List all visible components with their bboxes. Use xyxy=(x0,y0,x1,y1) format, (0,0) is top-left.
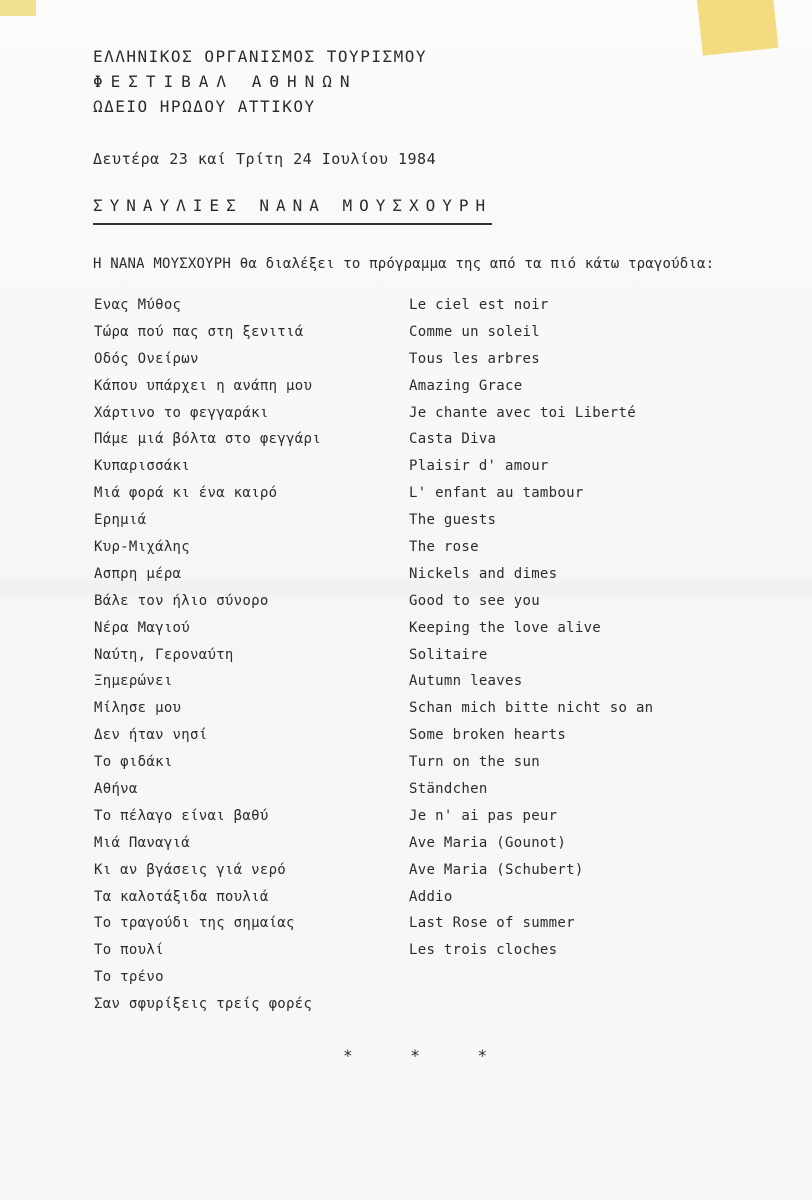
song-item: Κυρ-Μιχάλης xyxy=(94,539,191,556)
song-item: Last Rose of summer xyxy=(409,915,575,932)
song-item: Το τραγούδι της σημαίας xyxy=(94,915,295,932)
song-item: The guests xyxy=(409,512,497,529)
song-item: Τώρα πού πας στη ξενιτιά xyxy=(94,323,304,340)
song-item: Τα καλοτάξιδα πουλιά xyxy=(94,888,269,905)
concert-title: ΣΥΝΑΥΛΙΕΣ ΝΑΝΑ ΜΟΥΣΧΟΥΡΗ xyxy=(93,196,492,225)
song-item: Οδός Ονείρων xyxy=(94,350,199,367)
song-item: Ave Maria (Gounot) xyxy=(409,834,567,851)
song-item: Ενας Μύθος xyxy=(94,297,182,313)
festival-name: ΦΕΣΤΙΒΑΛ ΑΘΗΝΩΝ xyxy=(93,72,358,91)
song-item: Ερημιά xyxy=(94,512,147,529)
song-item: Κάπου υπάρχει η ανάπη μου xyxy=(94,377,313,394)
song-item: Δεν ήταν νησί xyxy=(94,727,208,744)
song-item: Some broken hearts xyxy=(409,727,567,744)
greek-song-list xyxy=(94,292,321,1018)
song-item: Αθήνα xyxy=(94,781,138,798)
song-item: Κι αν βγάσεις γιά νερό xyxy=(94,861,287,878)
song-item: Plaisir d' amour xyxy=(409,458,549,475)
song-item: Tous les arbres xyxy=(409,350,540,367)
song-item: Autumn leaves xyxy=(409,673,523,690)
song-item: Χάρτινο το φεγγαράκι xyxy=(94,404,269,421)
song-item: The rose xyxy=(409,539,479,556)
song-item: Ständchen xyxy=(409,781,488,798)
song-item: Βάλε τον ήλιο σύνορο xyxy=(94,592,269,609)
song-item: Amazing Grace xyxy=(409,377,523,394)
song-item: Good to see you xyxy=(409,592,540,609)
song-item: Ξημερώνει xyxy=(94,673,173,690)
song-item: Comme un soleil xyxy=(409,323,540,340)
song-item: Μιά φορά κι ένα καιρό xyxy=(94,485,278,502)
song-item: Το φιδάκι xyxy=(94,754,173,771)
tape-strip-right xyxy=(697,0,778,56)
song-item: Σαν σφυρίξεις τρείς φορές xyxy=(94,996,313,1013)
song-item: Addio xyxy=(409,888,453,905)
song-item: Νέρα Μαγιού xyxy=(94,619,191,636)
intro-text: Η ΝΑΝΑ ΜΟΥΣΧΟΥΡΗ θα διαλέξει το πρόγραμμα της από τα πιό κάτω τραγούδια: xyxy=(93,256,715,272)
song-item: Ναύτη, Γεροναύτη xyxy=(94,646,234,663)
song-item: Schan mich bitte nicht so an xyxy=(409,700,654,717)
song-item: Keeping the love alive xyxy=(409,619,602,636)
song-item: Ave Maria (Schubert) xyxy=(409,861,584,878)
venue-name: ΩΔΕΙΟ ΗΡΩΔΟΥ ΑΤΤΙΚΟΥ xyxy=(93,97,316,116)
end-mark: * * * xyxy=(343,1046,512,1065)
song-item: Πάμε μιά βόλτα στο φεγγάρι xyxy=(94,431,321,448)
song-item: Casta Diva xyxy=(409,431,497,448)
song-item: Το πουλί xyxy=(94,942,164,959)
concert-date: Δευτέρα 23 καί Τρίτη 24 Ιουλίου 1984 xyxy=(93,150,437,168)
song-item: Les trois cloches xyxy=(409,942,558,959)
song-item: Solitaire xyxy=(409,646,488,663)
song-item: Κυπαρισσάκι xyxy=(94,458,191,475)
song-item: Turn on the sun xyxy=(409,754,540,771)
song-item: Le ciel est noir xyxy=(409,297,549,313)
song-item: Μιά Παναγιά xyxy=(94,834,191,851)
tape-strip-left xyxy=(0,0,36,16)
foreign-song-list xyxy=(409,292,653,964)
song-item: Nickels and dimes xyxy=(409,565,558,582)
song-item: Je chante avec toi Liberté xyxy=(409,404,636,421)
song-item: Ασπρη μέρα xyxy=(94,565,182,582)
song-item: Μίλησε μου xyxy=(94,700,182,717)
song-item: Je n' ai pas peur xyxy=(409,807,558,824)
song-item: Το πέλαγο είναι βαθύ xyxy=(94,807,269,824)
organization-name: ΕΛΛΗΝΙΚΟΣ ΟΡΓΑΝΙΣΜΟΣ ΤΟΥΡΙΣΜΟΥ xyxy=(93,47,427,66)
song-item: L' enfant au tambour xyxy=(409,485,584,502)
song-item: Το τρένο xyxy=(94,969,164,986)
letterhead xyxy=(93,44,427,119)
